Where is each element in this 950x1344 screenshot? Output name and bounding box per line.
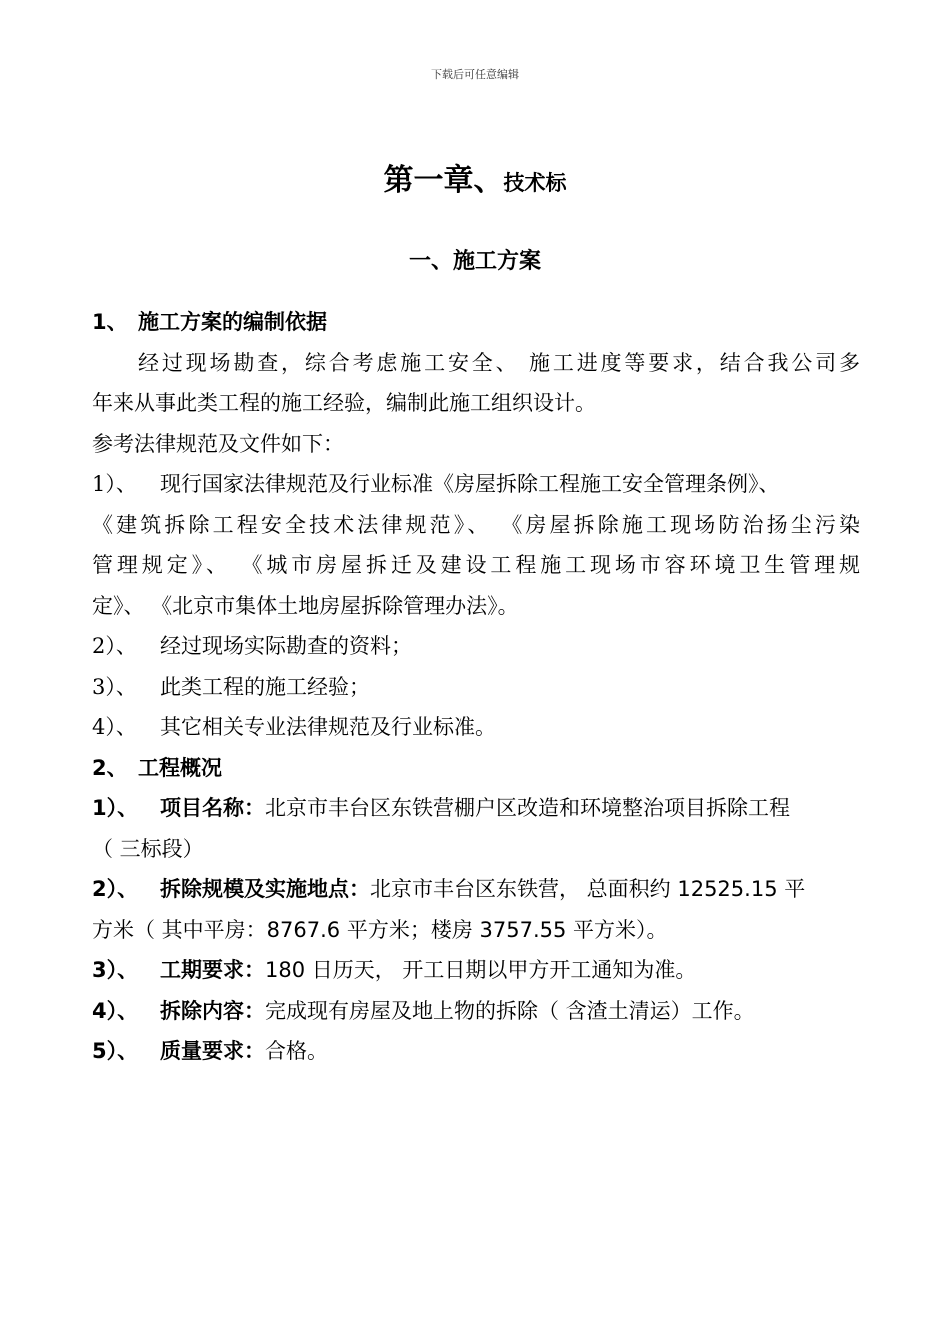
ref-item-4-text: 其它相关专业法律规范及行业标准。 bbox=[160, 715, 496, 739]
overview-item-4-label: 拆除内容： bbox=[160, 998, 265, 1023]
ref-item-1 bbox=[92, 464, 860, 505]
part2-heading bbox=[92, 748, 860, 789]
overview-item-2-label: 拆除规模及实施地点： bbox=[160, 877, 370, 901]
ref-item-2 bbox=[92, 626, 860, 667]
overview-item-5-text: 合格。 bbox=[265, 1039, 328, 1063]
ref-item-3 bbox=[92, 667, 860, 708]
overview-item-5 bbox=[92, 1031, 860, 1072]
part1-paragraph-line-1: 经过现场勘查，综合考虑施工安全、 施工进度等要求，结合我公司多 bbox=[138, 350, 860, 375]
overview-item-4-text: 完成现有房屋及地上物的拆除（ 含渣土清运）工作。 bbox=[265, 998, 755, 1023]
ref-item-1-line-2: 《建筑拆除工程安全技术法律规范》、 《房屋拆除施工现场防治扬尘污染 bbox=[92, 512, 860, 537]
overview-item-2-number: 2）、 bbox=[92, 877, 139, 901]
overview-item-3 bbox=[92, 950, 860, 991]
ref-item-4-number: 4）、 bbox=[92, 715, 137, 739]
part1-paragraph-line-2: 年来从事此类工程的施工经验，编制此施工组织设计。 bbox=[92, 391, 596, 415]
ref-item-1-line-4: 定》、 《北京市集体土地房屋拆除管理办法》。 bbox=[92, 593, 519, 618]
part2-title: 工程概况 bbox=[138, 755, 222, 780]
ref-item-2-text: 经过现场实际勘查的资料； bbox=[160, 634, 412, 658]
overview-item-1-line-2: （ 三标段） bbox=[92, 836, 204, 861]
overview-item-4 bbox=[92, 991, 860, 1032]
overview-item-5-number: 5）、 bbox=[92, 1039, 139, 1063]
header-note: 下载后可任意编辑 bbox=[431, 68, 519, 81]
overview-item-1-line-1: 北京市丰台区东铁营棚户区改造和环境整治项目拆除工程 bbox=[265, 796, 790, 820]
part1-title: 施工方案的编制依据 bbox=[138, 310, 327, 334]
overview-item-2-line-1: 北京市丰台区东铁营， 总面积约 12525.15 平 bbox=[370, 877, 806, 901]
ref-item-2-number: 2）、 bbox=[92, 634, 137, 658]
section-title: 一、施工方案 bbox=[408, 249, 541, 274]
overview-item-3-number: 3）、 bbox=[92, 958, 139, 982]
overview-item-2-line-2: 方米（ 其中平房：8767.6 平方米；楼房 3757.55 平方米）。 bbox=[92, 917, 668, 942]
overview-item-2 bbox=[92, 869, 860, 910]
ref-item-1-line-3: 管理规定》、 《城市房屋拆迁及建设工程施工现场市容环境卫生管理规 bbox=[92, 553, 860, 577]
ref-item-3-number: 3）、 bbox=[92, 674, 137, 699]
overview-item-3-text: 180 日历天， 开工日期以甲方开工通知为准。 bbox=[265, 958, 697, 982]
overview-item-3-label: 工期要求： bbox=[160, 958, 265, 982]
overview-item-1-label: 项目名称： bbox=[160, 796, 265, 820]
chapter-main: 第一章、 bbox=[383, 163, 504, 198]
ref-item-1-line-1: 现行国家法律规范及行业标准《房屋拆除工程施工安全管理条例》、 bbox=[160, 472, 780, 496]
ref-item-3-text: 此类工程的施工经验； bbox=[160, 674, 370, 699]
overview-item-4-number: 4）、 bbox=[92, 998, 139, 1023]
part1-number: 1、 bbox=[92, 310, 128, 334]
ref-item-1-number: 1）、 bbox=[92, 472, 137, 496]
ref-item-4 bbox=[92, 707, 860, 748]
part2-number: 2、 bbox=[92, 755, 128, 780]
overview-item-1 bbox=[92, 788, 860, 829]
chapter-title bbox=[0, 155, 950, 199]
part1-heading bbox=[92, 302, 860, 343]
refs-intro: 参考法律规范及文件如下： bbox=[92, 431, 344, 456]
document-body bbox=[92, 302, 860, 1072]
chapter-sub: 技术标 bbox=[503, 171, 567, 195]
overview-item-1-number: 1）、 bbox=[92, 796, 139, 820]
overview-item-5-label: 质量要求： bbox=[160, 1039, 265, 1063]
